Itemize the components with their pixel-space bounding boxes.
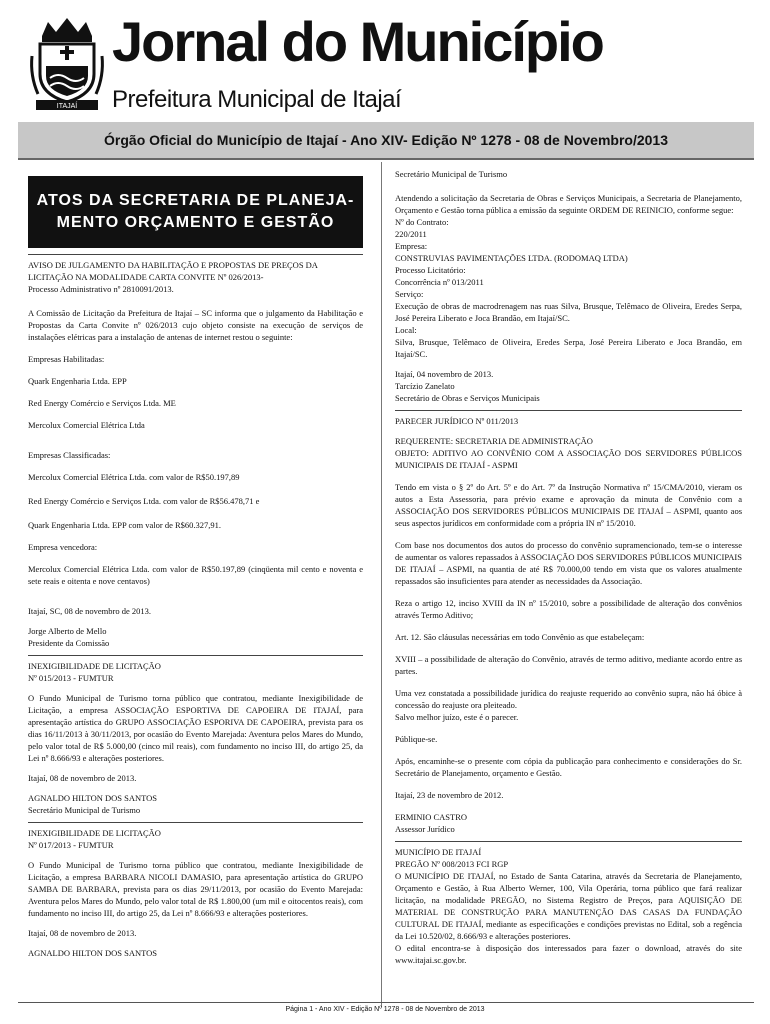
pregao-number: PREGÃO Nº 008/2013 FCI RGP (395, 859, 509, 869)
divider (28, 655, 363, 656)
pregao-paragraph: O MUNICÍPIO DE ITAJAÍ, no Estado de Santa Catarina, através da Secretaria de Planejamento, Orçamento e Gestão, à Rua Alberto Werner, 100, Vila Operária, torna público que fará realizar licitação, na modalidade PREGÃO, no Sistema Registro de Preços, para AQUISIÇÃO DE MATERIAL DE CONSTRUÇÃO PARA MANUTENÇÃO DAS CASAS DA FUNDAÇÃO CULTURAL DE ITAJAÍ, mediante as especificações e condições previstas no Edital, sob a regência da Lei 10.520/02, 8.666/93 e alterações posteriores. (395, 871, 742, 941)
divider (28, 822, 363, 823)
requerente: REQUERENTE: SECRETARIA DE ADMINISTRAÇÃO (395, 436, 593, 446)
habilitada-item: Quark Engenharia Ltda. EPP (28, 376, 127, 386)
parecer-title: PARECER JURÍDICO Nº 011/2013 (395, 416, 519, 426)
parecer-paragraph: XVIII – a possibilidade de alteração do Convênio, através de termo aditivo, mediante acordo entre as partes. (395, 654, 742, 676)
servico-value: Execução de obras de macrodrenagem nas ruas Silva, Brusque, Telêmaco de Oliveira, Eredes Serpa, José Pereira Liberato e Joca Brandão, em Itajaí/SC. (395, 301, 742, 323)
signature-role: Assessor Jurídico (395, 824, 455, 834)
signature-name: AGNALDO HILTON DOS SANTOS (28, 793, 158, 803)
signature-name: Tarcízio Zanelato (395, 381, 455, 391)
servico-label: Serviço: (395, 289, 424, 299)
habilitadas-label: Empresas Habilitadas: (28, 354, 105, 364)
processo-value: Concorrência nº 013/2011 (395, 277, 484, 287)
aviso-title-line-2: LICITAÇÃO NA MODALIDADE CARTA CONVITE Nº 026/2013- (28, 272, 264, 282)
right-column (395, 160, 742, 966)
processo-label: Processo Licitatório: (395, 265, 466, 275)
inexigibilidade-title: INEXIGIBILIDADE DE LICITAÇÃO (28, 661, 161, 671)
newspaper-subtitle: Prefeitura Municipal de Itajaí (112, 86, 402, 113)
footer-divider (18, 1002, 754, 1003)
inexigibilidade-number: Nº 017/2013 - FUMTUR (28, 840, 114, 850)
edition-banner (18, 122, 754, 160)
parecer-paragraph: Após, encaminhe-se o presente com cópia da publicação para conhecimento e considerações do Sr. Secretário de Planejamento, orçamento e Gestão. (395, 756, 742, 778)
inexigibilidade-title: INEXIGIBILIDADE DE LICITAÇÃO (28, 828, 161, 838)
vencedora-label: Empresa vencedora: (28, 542, 98, 552)
newspaper-title: Jornal do Município (112, 10, 603, 73)
inexigibilidade-text: O Fundo Municipal de Turismo torna público que contratou, mediante Inexigibilidade de Licitação, a empresa BARBARA NICOLI DAMASIO, para apresentação artística do GRUPO SAMBA DE BARBARA, prevista para os dias 29/11/2013, por ocasião do Evento Marejada: Aventura pelos Mares do Mundo, pelo valor total de R$ 1.800,00 (um mil e oitocentos reais), com fundamento no inciso III, do artigo 25, da Lei nº 8.666/93 e alterações posteriores. (28, 860, 363, 918)
inexigibilidade-text: O Fundo Municipal de Turismo torna público que contratou, mediante Inexigibilidade de Licitação, a empresa ASSOCIAÇÃO ESPORTIVA DE CAPOEIRA DE ITAJAÍ, para apresentação artística do GRUPO ASSOCIAÇÃO ESPORIVA DE CAPOEIRA, prevista para os dias 16/11/2013 à 30/11/2013, por ocasião do Evento Marejada: Aventura pelos Mares do Mundo, pelo valor total de R$ 5.000,00 (cinco mil reais), com fundamento no inciso III, do artigo 25, da Lei nº 8.666/93 e alterações posteriores. (28, 693, 363, 763)
left-column (28, 160, 363, 959)
classificadas-label: Empresas Classificadas: (28, 450, 111, 460)
inexigibilidade-number: Nº 015/2013 - FUMTUR (28, 673, 114, 683)
local-data: Itajaí, SC, 08 de novembro de 2013. (28, 606, 151, 616)
classificada-item: Quark Engenharia Ltda. EPP com valor de R$60.327,91. (28, 520, 222, 530)
aviso-title-line-1: AVISO DE JULGAMENTO DA HABILITAÇÃO E PROPOSTAS DE PREÇOS DA (28, 260, 318, 270)
classificada-item: Mercolux Comercial Elétrica Ltda. com valor de R$50.197,89 (28, 472, 240, 482)
parecer-paragraph: Reza o artigo 12, inciso XVIII da IN nº 15/2010, sobre a possibilidade de alteração dos convênios através Termo Aditivo; (395, 598, 742, 620)
section-title-line-2: MENTO ORÇAMENTO E GESTÃO (56, 214, 335, 231)
page-footer: Página 1 - Ano XIV - Edição Nº 1278 - 08 de Novembro de 2013 (285, 1006, 485, 1013)
habilitada-item: Mercolux Comercial Elétrica Ltda (28, 420, 145, 430)
comissao-paragraph: A Comissão de Licitação da Prefeitura de Itajaí – SC informa que o julgamento da Habilitação e Propostas da Carta Convite nº 026/2013 cujo objeto consiste na execução de serviços de instalações elétricas para a instalação de antenas de internet restou o seguinte: (28, 308, 363, 342)
divider (395, 410, 742, 411)
inexigibilidade-date: Itajaí, 08 de novembro de 2013. (28, 773, 137, 783)
divider (395, 841, 742, 842)
aviso-processo: Processo Administrativo nº 2810091/2013. (28, 284, 174, 294)
signature-name: Jorge Alberto de Mello (28, 626, 107, 636)
local-value: Silva, Brusque, Telêmaco de Oliveira, Eredes Serpa, José Pereira Liberato e Joca Brandão, em Itajaí/SC. (395, 337, 742, 359)
objeto: OBJETO: ADITIVO AO CONVÊNIO COM A ASSOCIAÇÃO DOS SERVIDORES PÚBLICOS MUNICIPAIS DE ITAJAÍ - ASPMI (395, 448, 742, 470)
crest-ribbon-text: ITAJAÍ (56, 103, 78, 110)
signature-role: Secretário Municipal de Turismo (395, 169, 508, 179)
parecer-paragraph: Tendo em vista o § 2º do Art. 5º e do Art. 7º da Instrução Normativa nº 15/CMA/2010, vieram os autos a Esta Assessoria, para prévio exame e aprovação da minuta de Convênio com a ASSOCIAÇÃO DOS SERVIDORES PÚBLICOS MUNICIPAIS DE ITAJAÍ – ASPMI, quanto aos seus aspectos jurídicos em conformidade com a própria IN nº 15/2010. (395, 482, 742, 528)
edition-banner-text: Órgão Oficial do Município de Itajaí - Ano XIV- Edição Nº 1278 - 08 de Novembro/2013 (104, 132, 668, 148)
parecer-paragraph: Com base nos documentos dos autos do processo do convênio supramencionado, tem-se o interesse de aumentar os valores repassados à ASSOCIAÇÃO DOS SERVIDORES PÚBLICOS MUNICIPAIS DE ITAJAÍ – ASPMI, na quantia de até R$ 70.000,00 tendo em vista que os valores atualmente repassados são insuficientes para atender as necessidades da Associação. (395, 540, 742, 586)
parecer-paragraph: Art. 12. São cláusulas necessárias em todo Convênio as que estabeleçam: (395, 632, 645, 642)
masthead (0, 0, 770, 118)
parecer-date: Itajaí, 23 de novembro de 2012. (395, 790, 504, 800)
local-label: Local: (395, 325, 417, 335)
parecer-paragraph: Públique-se. (395, 734, 438, 744)
empresa-label: Empresa: (395, 241, 428, 251)
section-header-planejamento (28, 176, 363, 248)
inexigibilidade-date: Itajaí, 08 de novembro de 2013. (28, 928, 137, 938)
divider (28, 254, 363, 255)
pregao-heading: MUNICÍPIO DE ITAJAÍ (395, 847, 482, 857)
vencedora-text: Mercolux Comercial Elétrica Ltda. com valor de R$50.197,89 (cinqüenta mil cento e noventa e sete reais e oitenta e nove centavos) (28, 564, 363, 586)
habilitada-item: Red Energy Comércio e Serviços Ltda. ME (28, 398, 176, 408)
signature-name: ERMINIO CASTRO (395, 812, 468, 822)
classificada-item: Red Energy Comércio e Serviços Ltda. com valor de R$56.478,71 e (28, 496, 260, 506)
ordem-date: Itajaí, 04 novembro de 2013. (395, 369, 494, 379)
parecer-paragraph: Salvo melhor juízo, este é o parecer. (395, 712, 519, 722)
signature-role: Presidente da Comissão (28, 638, 110, 648)
section-title-line-1: ATOS DA SECRETARIA DE PLANEJA- (36, 192, 355, 209)
contrato-value: 220/2011 (395, 229, 427, 239)
signature-name: AGNALDO HILTON DOS SANTOS (28, 948, 158, 958)
parecer-paragraph: Uma vez constatada a possibilidade jurídica do reajuste requerido ao convênio supra, não há óbice à concessão do reajuste ora pleiteado. (395, 688, 742, 710)
signature-role: Secretário Municipal de Turismo (28, 805, 141, 815)
contrato-label: Nº do Contrato: (395, 217, 449, 227)
signature-role: Secretário de Obras e Serviços Municipais (395, 393, 540, 403)
pregao-paragraph: O edital encontra-se à disposição dos interessados para fazer o download, através do site www.itajai.sc.gov.br. (395, 943, 742, 965)
ordem-paragraph: Atendendo a solicitação da Secretaria de Obras e Serviços Municipais, a Secretaria de Planejamento, Orçamento e Gestão torna pública a emissão da seguinte ORDEM DE REINICIO, conforme segue: (395, 193, 742, 215)
empresa-value: CONSTRUVIAS PAVIMENTAÇÕES LTDA. (RODOMAQ LTDA) (395, 253, 628, 263)
city-crest-logo (28, 16, 106, 112)
column-divider (381, 162, 382, 1007)
